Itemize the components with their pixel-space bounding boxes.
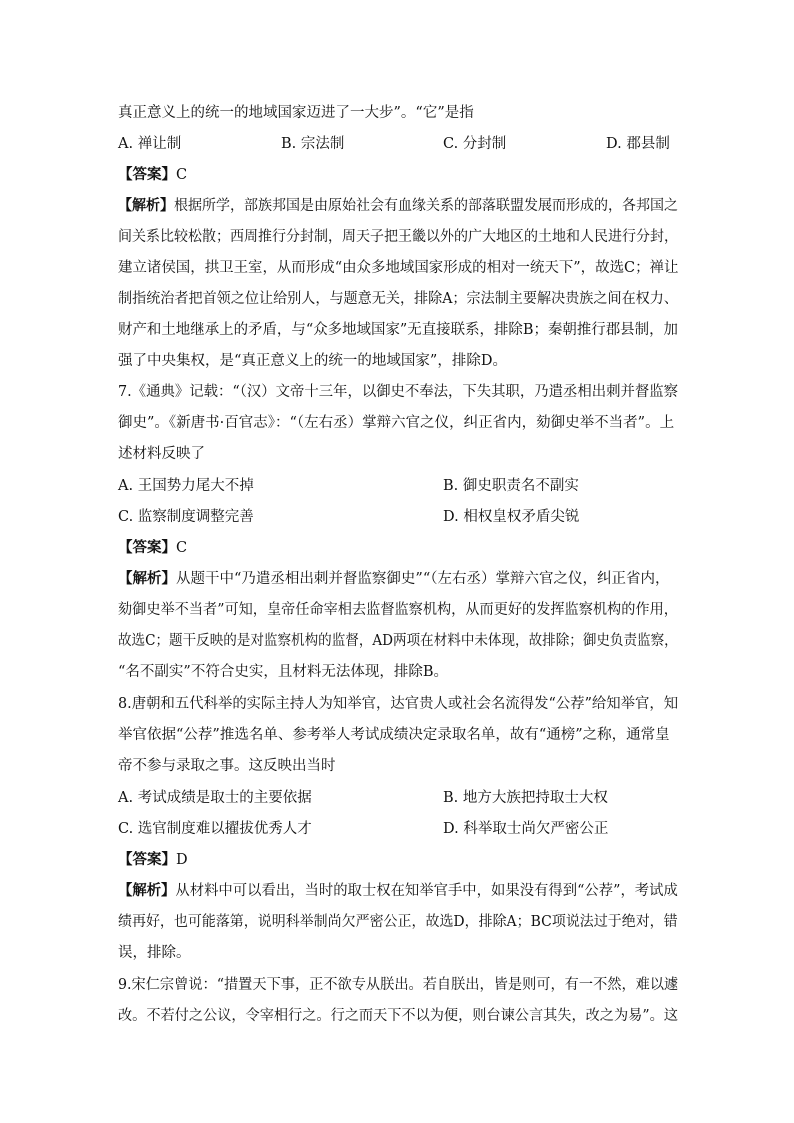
q8-analysis-line-3: 误，排除。 bbox=[118, 945, 191, 961]
q8-option-a: A. 考试成绩是取士的主要依据 bbox=[118, 790, 312, 806]
q6-option-a: A. 禅让制 bbox=[118, 136, 182, 152]
q7-answer bbox=[118, 538, 678, 558]
answer-value: C bbox=[176, 540, 188, 556]
q8-option-c: C. 选官制度难以擢拔优秀人才 bbox=[118, 821, 312, 837]
answer-value: D bbox=[176, 852, 188, 868]
q9-stem-line-2: 改。不若付之公议，令宰相行之。行之而天下不以为便，则台谏公言其失，改之为易”。这 bbox=[118, 1008, 678, 1024]
q6-analysis-line-6: 强了中央集权，是“真正意义上的统一的地域国家”，排除D。 bbox=[118, 353, 507, 369]
answer-label: 【答案】 bbox=[118, 166, 176, 183]
q7-stem-line-1: 7.《通典》记载：“（汉）文帝十三年，以御史不奉法，下失其职，乃遣丞相出刺并督监察 bbox=[118, 384, 678, 400]
q8-option-d: D. 科举取士尚欠严密公正 bbox=[443, 821, 609, 837]
q8-option-b: B. 地方大族把持取士大权 bbox=[443, 790, 608, 806]
q6-analysis-line-2: 间关系比较松散；西周推行分封制，周天子把王畿以外的广大地区的土地和人民进行分封， bbox=[118, 229, 678, 245]
q9-stem-line-1: 9.宋仁宗曾说：“措置天下事，正不欲专从朕出。若自朕出，皆是则可，有一不然，难以遽 bbox=[118, 977, 679, 993]
q6-analysis-line-4: 制指统治者把首领之位让给别人，与题意无关，排除A；宗法制主要解决贵族之间在权力、 bbox=[118, 291, 678, 307]
q6-option-c: C. 分封制 bbox=[443, 136, 507, 152]
q7-analysis-line-2: 劾御史举不当者”可知，皇帝任命宰相去监督监察机构，从而更好的发挥监察机构的作用， bbox=[118, 602, 678, 618]
q7-analysis-line-4: “名不副实”不符合史实，且材料无法体现，排除B。 bbox=[118, 664, 448, 680]
answer-value: C bbox=[176, 167, 188, 183]
q8-analysis-line-2: 绩再好，也可能落第，说明科举制尚欠严密公正，故选D，排除A；BC项说法过于绝对，错 bbox=[118, 914, 678, 930]
q8-answer bbox=[118, 850, 678, 870]
q8-stem-line-3: 帝不参与录取之事。这反映出当时 bbox=[118, 758, 336, 774]
q7-analysis-line-3: 故选C；题干反映的是对监察机构的监督，AD两项在材料中未体现，故排除；御史负责监察， bbox=[118, 633, 678, 649]
answer-label: 【答案】 bbox=[118, 539, 176, 556]
q7-stem-line-3: 述材料反映了 bbox=[118, 446, 205, 462]
q7-analysis-line-1: 【解析】从题干中“乃遣丞相出刺并督监察御史”“（左右丞）掌辩六官之仪，纠正省内， bbox=[118, 570, 670, 587]
q7-stem-line-2: 御史”。《新唐书·百官志》：“（左右丞）掌辩六官之仪，纠正省内，劾御史举不当者”。上 bbox=[118, 415, 675, 431]
q8-stem-line-1: 8.唐朝和五代科举的实际主持人为知举官，达官贵人或社会名流得发“公荐”给知举官，知 bbox=[118, 696, 679, 712]
analysis-label: 【解析】 bbox=[118, 197, 174, 214]
q7-option-b: B. 御史职责名不副实 bbox=[443, 478, 579, 494]
q6-answer bbox=[118, 165, 678, 185]
q7-option-a: A. 王国势力尾大不掉 bbox=[118, 478, 254, 494]
q6-stem-tail: 真正意义上的统一的地域国家迈进了一大步”。“它”是指 bbox=[118, 105, 474, 121]
q6-option-d: D. 郡县制 bbox=[606, 136, 670, 152]
q7-option-d: D. 相权皇权矛盾尖锐 bbox=[443, 509, 580, 525]
q8-stem-line-2: 举官依据“公荐”推选名单、参考举人考试成绩决定录取名单，故有“通榜”之称，通常皇 bbox=[118, 727, 670, 743]
q8-analysis-line-1: 【解析】从材料中可以看出，当时的取士权在知举官手中，如果没有得到“公荐”，考试成 bbox=[118, 882, 678, 899]
q6-analysis-line-1: 【解析】根据所学，部族邦国是由原始社会有血缘关系的部落联盟发展而形成的，各邦国之 bbox=[118, 197, 678, 214]
answer-label: 【答案】 bbox=[118, 851, 176, 868]
q6-option-b: B. 宗法制 bbox=[281, 136, 345, 152]
analysis-label: 【解析】 bbox=[118, 570, 176, 587]
analysis-label: 【解析】 bbox=[118, 882, 176, 899]
q6-analysis-line-5: 财产和土地继承上的矛盾，与“众多地域国家”无直接联系，排除B；秦朝推行郡县制，加 bbox=[118, 322, 678, 338]
q6-analysis-line-3: 建立诸侯国，拱卫王室，从而形成“由众多地域国家形成的相对一统天下”，故选C；禅让 bbox=[118, 260, 679, 276]
q7-option-c: C. 监察制度调整完善 bbox=[118, 509, 254, 525]
